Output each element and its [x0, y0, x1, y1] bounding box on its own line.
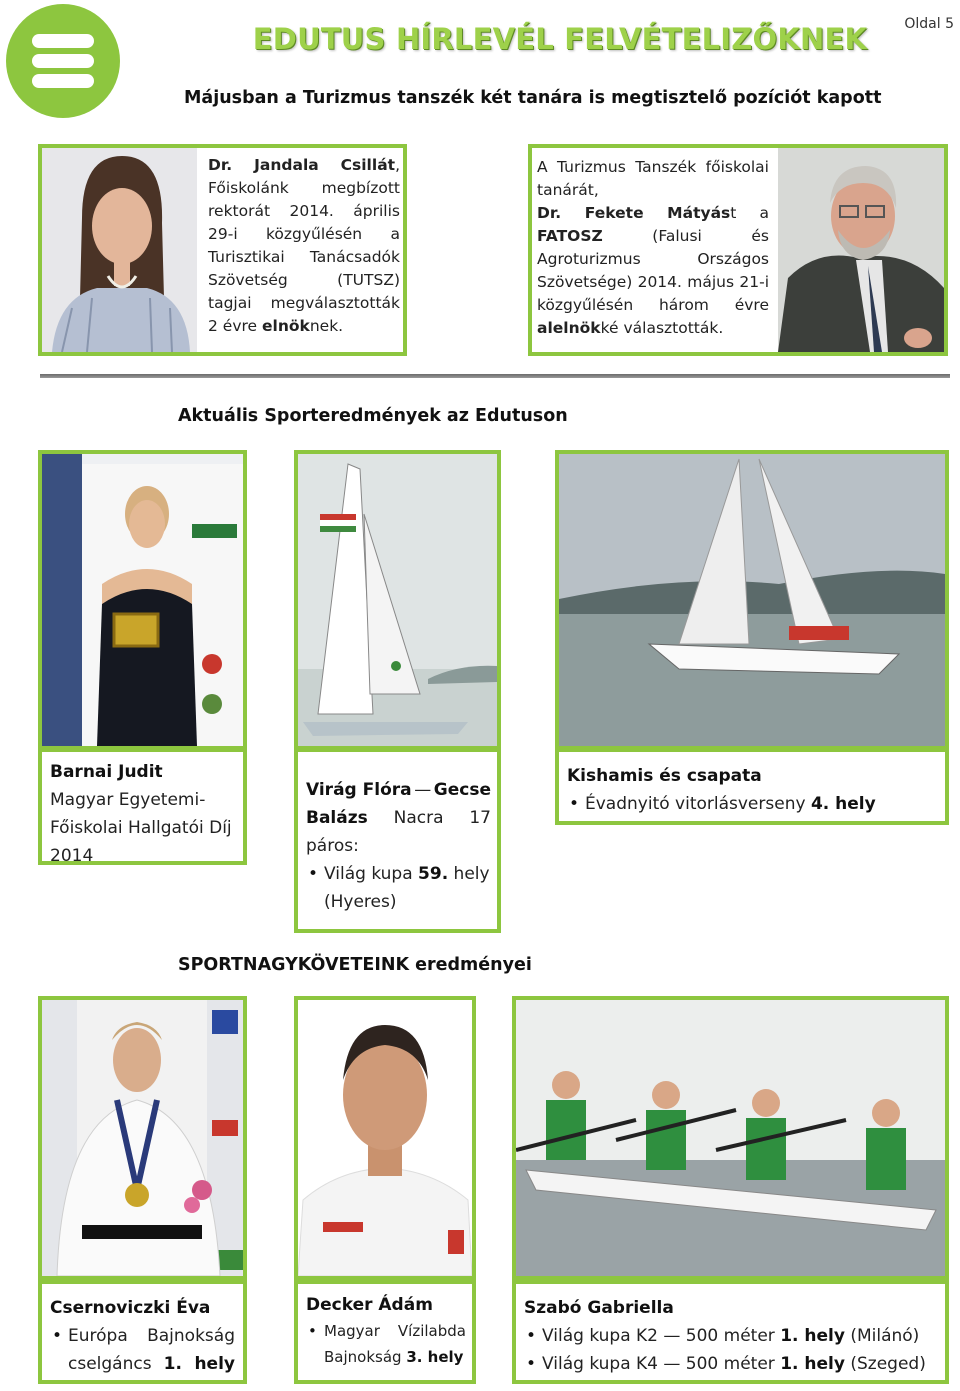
athlete-name: Barnai Judit — [50, 762, 163, 782]
photo-sailboat — [559, 454, 945, 746]
headline: Májusban a Turizmus tanszék két tanára is megtisztelő pozíciót kapott — [184, 88, 882, 108]
page-label: Oldal — [904, 16, 941, 32]
section-divider — [40, 374, 950, 378]
photo-kayak-team — [516, 1000, 945, 1276]
page-number-value: 5 — [945, 16, 954, 32]
logo-bar — [32, 74, 94, 88]
ambassadors-section-title: SPORTNAGYKÖVETEINK eredményei — [178, 955, 532, 975]
result-list — [567, 790, 945, 818]
result-text: (Szeged) — [844, 1354, 926, 1374]
result-text: Évadnyitó vitorlásverseny — [585, 794, 811, 814]
athlete-names-row — [306, 776, 491, 804]
sports-section-title: Aktuális Sporteredmények az Edutuson — [178, 406, 568, 426]
result-text: Magyar Vízilabda Bajnokság — [324, 1322, 466, 1366]
result-place: 59. — [418, 864, 449, 884]
boat-class: Nacra 17 páros: — [306, 808, 491, 856]
award-line: Magyar Egyetemi- — [50, 790, 206, 810]
sports-caption-virag-gecse — [294, 748, 501, 933]
result-item — [524, 1350, 945, 1378]
staff-text: , Főiskolánk megbízott rektorát 2014. április 29-i közgyűlésén a Turisztikai Tanácsadók Szövetség (TUTSZ) tagjai megválasztották 2 évre — [208, 156, 400, 335]
result-text: (Milánó) — [844, 1326, 920, 1346]
athlete-name: Balázs — [306, 808, 368, 828]
staff-card-jandala — [38, 144, 407, 356]
athlete-name: Decker Ádám — [306, 1295, 433, 1315]
result-item — [306, 1318, 466, 1370]
result-list — [306, 1318, 466, 1370]
staff-role: alelnök — [537, 319, 601, 337]
photo-catamaran — [298, 454, 497, 746]
staff-text-jandala — [208, 154, 400, 338]
portrait-photo — [42, 148, 197, 352]
athlete-name: Csernoviczki Éva — [50, 1298, 211, 1318]
newsletter-title: EDUTUS HÍRLEVÉL FELVÉTELIZŐKNEK — [252, 22, 868, 56]
staff-text: (Falusi és Agroturizmus Országos Szövetsége) 2014. május 21-i közgyűlésén három évre — [537, 227, 769, 314]
sports-photo-frame — [294, 450, 501, 750]
result-place: 1. hely — [780, 1326, 845, 1346]
portrait-photo — [778, 148, 944, 352]
team-name: Kishamis és csapata — [567, 766, 762, 786]
result-text: Európa Bajnokság cselgáncs — [68, 1326, 235, 1374]
ambassador-caption-szabo — [512, 1280, 949, 1384]
result-item — [567, 790, 945, 818]
result-list — [50, 1322, 235, 1378]
photo-water-polo-player — [298, 1000, 472, 1276]
staff-name: Dr. Jandala Csillát — [208, 156, 396, 174]
ambassador-caption-csernoviczki — [38, 1280, 247, 1384]
logo-bar — [32, 54, 94, 68]
result-item — [524, 1322, 945, 1350]
result-item — [50, 1322, 235, 1378]
result-list — [524, 1322, 945, 1378]
staff-name: Dr. Fekete Mátyás — [537, 204, 731, 222]
ambassador-caption-decker — [294, 1280, 476, 1384]
athlete-name: Szabó Gabriella — [524, 1298, 674, 1318]
photo-award-ceremony — [42, 454, 243, 746]
result-list — [306, 860, 491, 916]
staff-text: a — [736, 204, 769, 222]
sports-caption-barnai — [38, 748, 247, 865]
staff-name-suffix: t — [730, 204, 737, 222]
boat-line — [306, 804, 491, 860]
photo-judoka — [42, 1000, 243, 1276]
result-place: 3. hely — [406, 1348, 464, 1366]
staff-intro: A Turizmus Tanszék főiskolai tanárát, — [537, 158, 769, 199]
result-place: 1. hely — [780, 1354, 845, 1374]
result-place: 4. hely — [810, 794, 876, 814]
sports-caption-kishamis — [555, 748, 949, 825]
portrait-fekete-image — [778, 148, 944, 352]
staff-card-fekete — [528, 144, 948, 356]
page-number — [904, 16, 954, 32]
portrait-jandala-image — [42, 148, 197, 352]
edutus-logo — [6, 4, 120, 118]
result-text: hely (Hyeres) — [324, 864, 490, 912]
result-place: 1. hely — [163, 1354, 235, 1374]
result-text: Világ kupa — [324, 864, 419, 884]
logo-bar — [32, 34, 94, 48]
sports-photo-frame — [555, 450, 949, 750]
result-item — [306, 860, 491, 916]
staff-text-fekete — [537, 156, 769, 340]
dash: — — [414, 780, 432, 800]
staff-text: ké választották. — [600, 319, 724, 337]
staff-text: nek. — [309, 317, 344, 335]
staff-role: elnök — [262, 317, 310, 335]
ambassador-photo-frame — [294, 996, 476, 1280]
sports-photo-frame — [38, 450, 247, 750]
award-year: 2014 — [50, 846, 94, 866]
staff-org: FATOSZ — [537, 227, 603, 245]
athlete-name: Gecse — [433, 780, 491, 800]
result-text: Világ kupa K2 — 500 méter — [542, 1326, 781, 1346]
award-line: Főiskolai Hallgatói Díj — [50, 818, 232, 838]
ambassador-photo-frame — [38, 996, 247, 1280]
athlete-name: Virág Flóra — [306, 780, 412, 800]
result-text: Világ kupa K4 — 500 méter — [542, 1354, 781, 1374]
ambassador-photo-frame — [512, 996, 949, 1280]
